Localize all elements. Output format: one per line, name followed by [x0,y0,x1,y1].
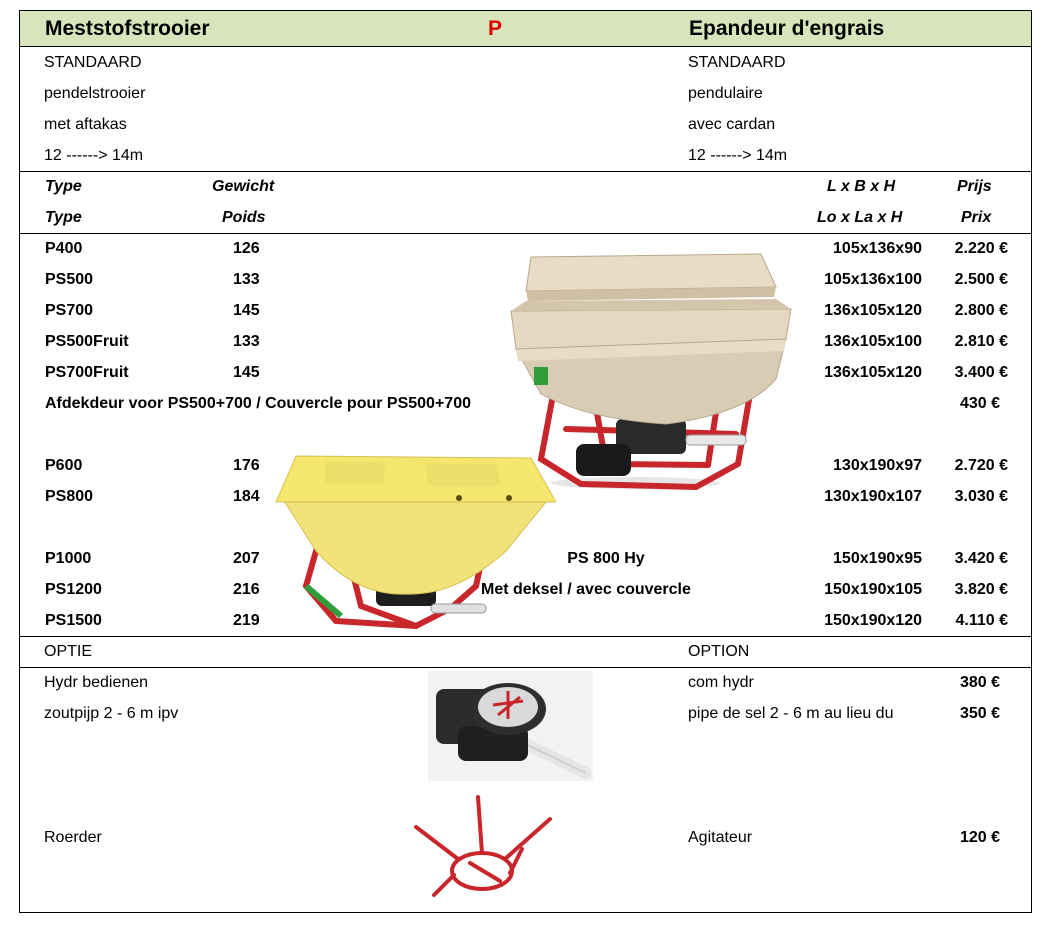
cover-price: 430 € [959,395,1000,412]
product-type: PS800 [45,488,94,505]
product-dims: 150x190x105 [824,581,922,598]
yellow-spreader-image [266,436,556,636]
category-marker: P [488,17,503,40]
title-nl: Meststofstrooier [45,17,210,40]
option-label-fr: Agitateur [688,829,753,846]
options-heading-fr: OPTION [688,643,750,660]
product-price: 2.500 € [954,271,1008,288]
ps800hy-title: PS 800 Hy [567,550,645,567]
product-dims: 150x190x120 [824,612,922,629]
col-type-nl: Type [45,178,82,195]
option-price: 120 € [959,829,1000,846]
col-type-fr: Type [45,209,82,226]
product-weight: 176 [233,457,260,474]
divider [20,667,1031,668]
product-type: P400 [45,240,83,257]
divider [20,46,1031,47]
product-price: 2.800 € [954,302,1008,319]
standard-nl-4: 12 ------> 14m [44,147,144,164]
standard-fr-2: pendulaire [688,85,763,102]
product-type: P600 [45,457,83,474]
price-sheet [19,10,1032,913]
product-type: P1000 [45,550,92,567]
product-type: PS500Fruit [45,333,129,350]
standard-fr-4: 12 ------> 14m [688,147,788,164]
col-dims-fr: Lo x La x H [817,209,903,226]
product-weight: 133 [233,333,260,350]
product-price: 2.220 € [954,240,1008,257]
col-dims-nl: L x B x H [827,178,896,195]
option-price: 380 € [959,674,1000,691]
option-price: 350 € [959,705,1000,722]
option-label-nl: Roerder [44,829,102,846]
product-weight: 219 [233,612,260,629]
product-dims: 105x136x90 [833,240,922,257]
product-weight: 145 [233,302,260,319]
option-label-nl: zoutpijp 2 - 6 m ipv [44,705,179,722]
product-type: PS1200 [45,581,102,598]
product-price: 3.420 € [954,550,1008,567]
product-dims: 136x105x100 [824,333,922,350]
product-dims: 130x190x97 [833,457,922,474]
product-price: 3.400 € [954,364,1008,381]
divider [20,171,1031,172]
hydraulic-control-image [428,671,593,781]
product-weight: 184 [233,488,260,505]
product-price: 3.820 € [954,581,1008,598]
title-fr: Epandeur d'engrais [689,17,885,40]
divider [20,636,1031,637]
product-weight: 207 [233,550,260,567]
product-dims: 130x190x107 [824,488,922,505]
product-dims: 150x190x95 [833,550,922,567]
product-weight: 145 [233,364,260,381]
options-heading-nl: OPTIE [44,643,93,660]
standard-fr-3: avec cardan [688,116,776,133]
ps800hy-subtitle: Met deksel / avec couvercle [481,581,691,598]
product-type: PS700 [45,302,94,319]
standard-nl-3: met aftakas [44,116,127,133]
product-dims: 136x105x120 [824,364,922,381]
cover-label: Afdekdeur voor PS500+700 / Couvercle pour PS500+700 [45,395,471,412]
product-price: 4.110 € [955,612,1008,629]
option-label-fr: com hydr [688,674,754,691]
col-price-nl: Prijs [957,178,992,195]
product-weight: 133 [233,271,260,288]
col-price-fr: Prix [961,209,992,226]
standard-nl-1: STANDAARD [44,54,142,71]
col-weight-nl: Gewicht [212,178,275,195]
col-weight-fr: Poids [222,209,266,226]
product-weight: 126 [233,240,260,257]
product-type: PS500 [45,271,94,288]
product-dims: 105x136x100 [824,271,922,288]
product-type: PS700Fruit [45,364,129,381]
product-price: 3.030 € [954,488,1008,505]
product-price: 2.720 € [954,457,1008,474]
product-dims: 136x105x120 [824,302,922,319]
product-type: PS1500 [45,612,102,629]
product-price: 2.810 € [954,333,1008,350]
standard-nl-2: pendelstrooier [44,85,146,102]
standard-fr-1: STANDAARD [688,54,786,71]
option-label-nl: Hydr bedienen [44,674,149,691]
product-weight: 216 [233,581,260,598]
agitator-image [410,791,555,901]
option-label-fr: pipe de sel 2 - 6 m au lieu du [688,705,894,722]
divider [20,233,1031,234]
